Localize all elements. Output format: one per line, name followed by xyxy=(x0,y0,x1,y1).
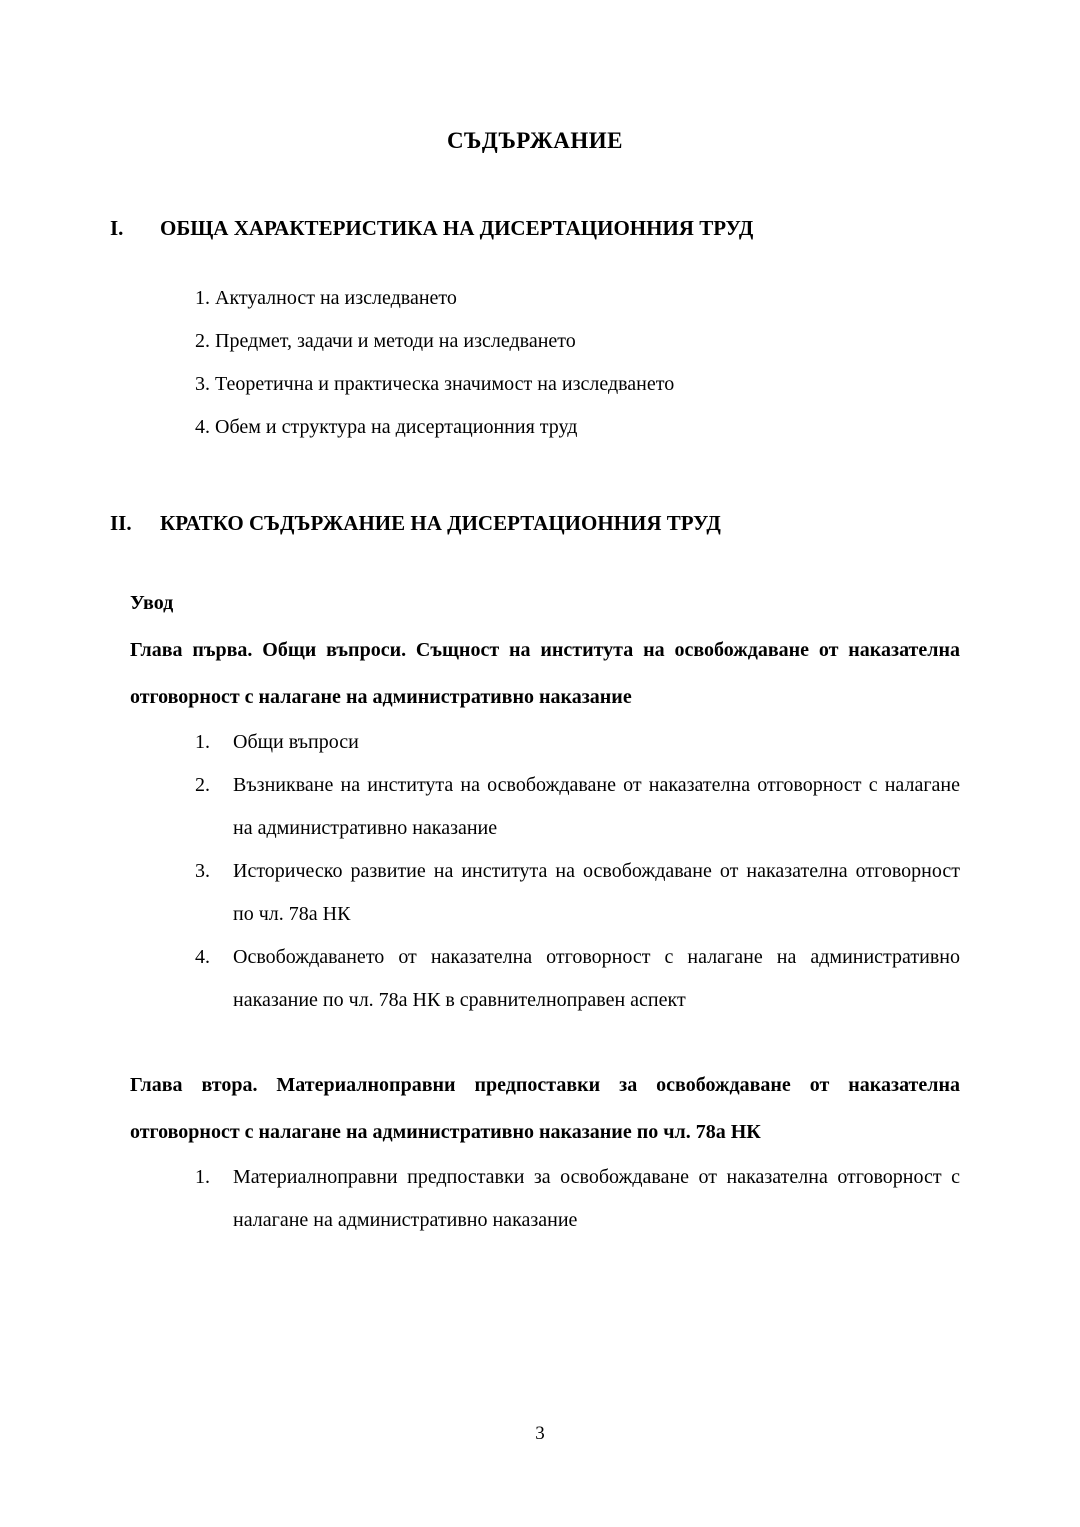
section-2-body xyxy=(130,580,960,1242)
uvod-label: Увод xyxy=(130,592,174,614)
item-text: Историческо развитие на института на освобождаване от наказателна отговорност по чл. 78а НК xyxy=(233,860,960,925)
list-item xyxy=(110,936,960,1022)
section-2-heading xyxy=(110,511,960,536)
list-item xyxy=(110,721,960,764)
section-1-heading-text: ОБЩА ХАРАКТЕРИСТИКА НА ДИСЕРТАЦИОННИЯ ТРУД xyxy=(160,216,754,240)
list-item xyxy=(110,1156,960,1242)
item-number: 3. xyxy=(195,860,210,882)
item-text: Възникване на института на освобождаване от наказателна отговорност с налагане на административно наказание xyxy=(233,774,960,839)
page-number: 3 xyxy=(535,1423,545,1444)
chapter-2-block xyxy=(130,1062,960,1242)
section-1-heading xyxy=(110,216,960,241)
item-number: 1. xyxy=(195,731,210,753)
list-item: 4. Обем и структура на дисертационния труд xyxy=(195,416,578,438)
item-number: 1. xyxy=(195,1166,210,1188)
section-2-heading-text: КРАТКО СЪДЪРЖАНИЕ НА ДИСЕРТАЦИОННИЯ ТРУД xyxy=(160,511,721,535)
item-text: Материалноправни предпоставки за освобождаване от наказателна отговорност с налагане на административно наказание xyxy=(233,1166,960,1231)
chapter-2-heading: Глава втора. Материалноправни предпоставки за освобождаване от наказателна отговорност с налагане на административно наказание по чл. 78а НК xyxy=(130,1074,960,1143)
chapter-1-heading: Глава първа. Общи въпроси. Същност на института на освобождаване от наказателна отговорност с налагане на административно наказание xyxy=(130,639,960,708)
item-number: 4. xyxy=(195,946,210,968)
item-text: Общи въпроси xyxy=(233,731,359,753)
section-1-list xyxy=(195,277,960,449)
chapter-2-list xyxy=(110,1156,960,1242)
item-number: 2. xyxy=(195,774,210,796)
list-item: 3. Теоретична и практическа значимост на изследването xyxy=(195,373,675,395)
list-item xyxy=(110,850,960,936)
section-2-numeral: II. xyxy=(110,511,132,535)
section-1-numeral: I. xyxy=(110,216,124,240)
chapter-1-list xyxy=(110,721,960,1022)
list-item xyxy=(110,764,960,850)
item-text: Освобождаването от наказателна отговорност с налагане на административно наказание по чл. 78а НК в сравнителноправен аспект xyxy=(233,946,960,1011)
page-title: СЪДЪРЖАНИЕ xyxy=(446,128,624,153)
list-item: 2. Предмет, задачи и методи на изследването xyxy=(195,330,576,352)
list-item: 1. Актуалност на изследването xyxy=(195,287,457,309)
